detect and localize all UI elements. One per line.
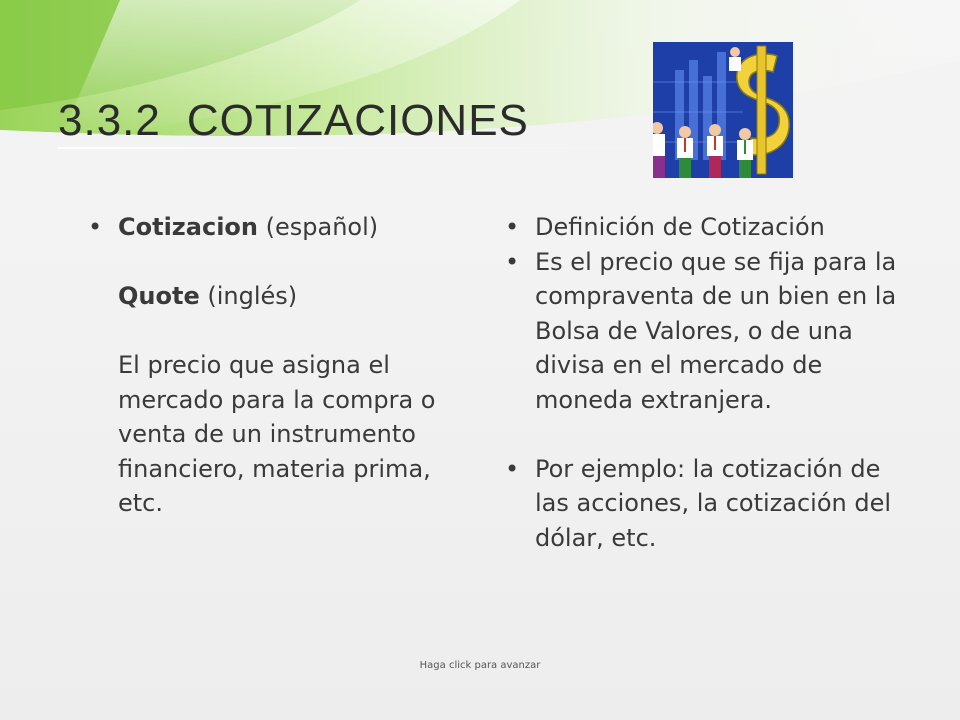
list-item: • Es el precio que se fija para la compraventa de un bien en la Bolsa de Valores, o de una divisa en el mercado de moneda extranjera. (505, 245, 900, 418)
advance-hint[interactable]: Haga click para avanzar (419, 660, 541, 671)
right-column (505, 210, 900, 555)
term-definition: El precio que asigna el mercado para la compra o venta de un instrumento financiero, materia prima, etc. (118, 351, 436, 517)
slide-title (58, 96, 529, 146)
term-english-note: (inglés) (207, 282, 298, 310)
left-column (88, 210, 473, 521)
term-spanish-note: (español) (265, 213, 379, 241)
left-bullet-list (88, 210, 473, 521)
term-spanish: Cotizacion (118, 213, 258, 241)
dollar-sign-business-people-icon (653, 42, 793, 178)
list-spacer (505, 417, 900, 452)
right-bullet-list (505, 210, 900, 555)
title-underline (58, 147, 658, 149)
list-item: • Definición de Cotización (505, 210, 900, 245)
list-item: • Por ejemplo: la cotización de las acciones, la cotización del dólar, etc. (505, 452, 900, 556)
list-item (88, 210, 473, 521)
title-number: 3.3.2 (58, 96, 161, 145)
term-english: Quote (118, 282, 200, 310)
title-text: COTIZACIONES (186, 96, 529, 145)
